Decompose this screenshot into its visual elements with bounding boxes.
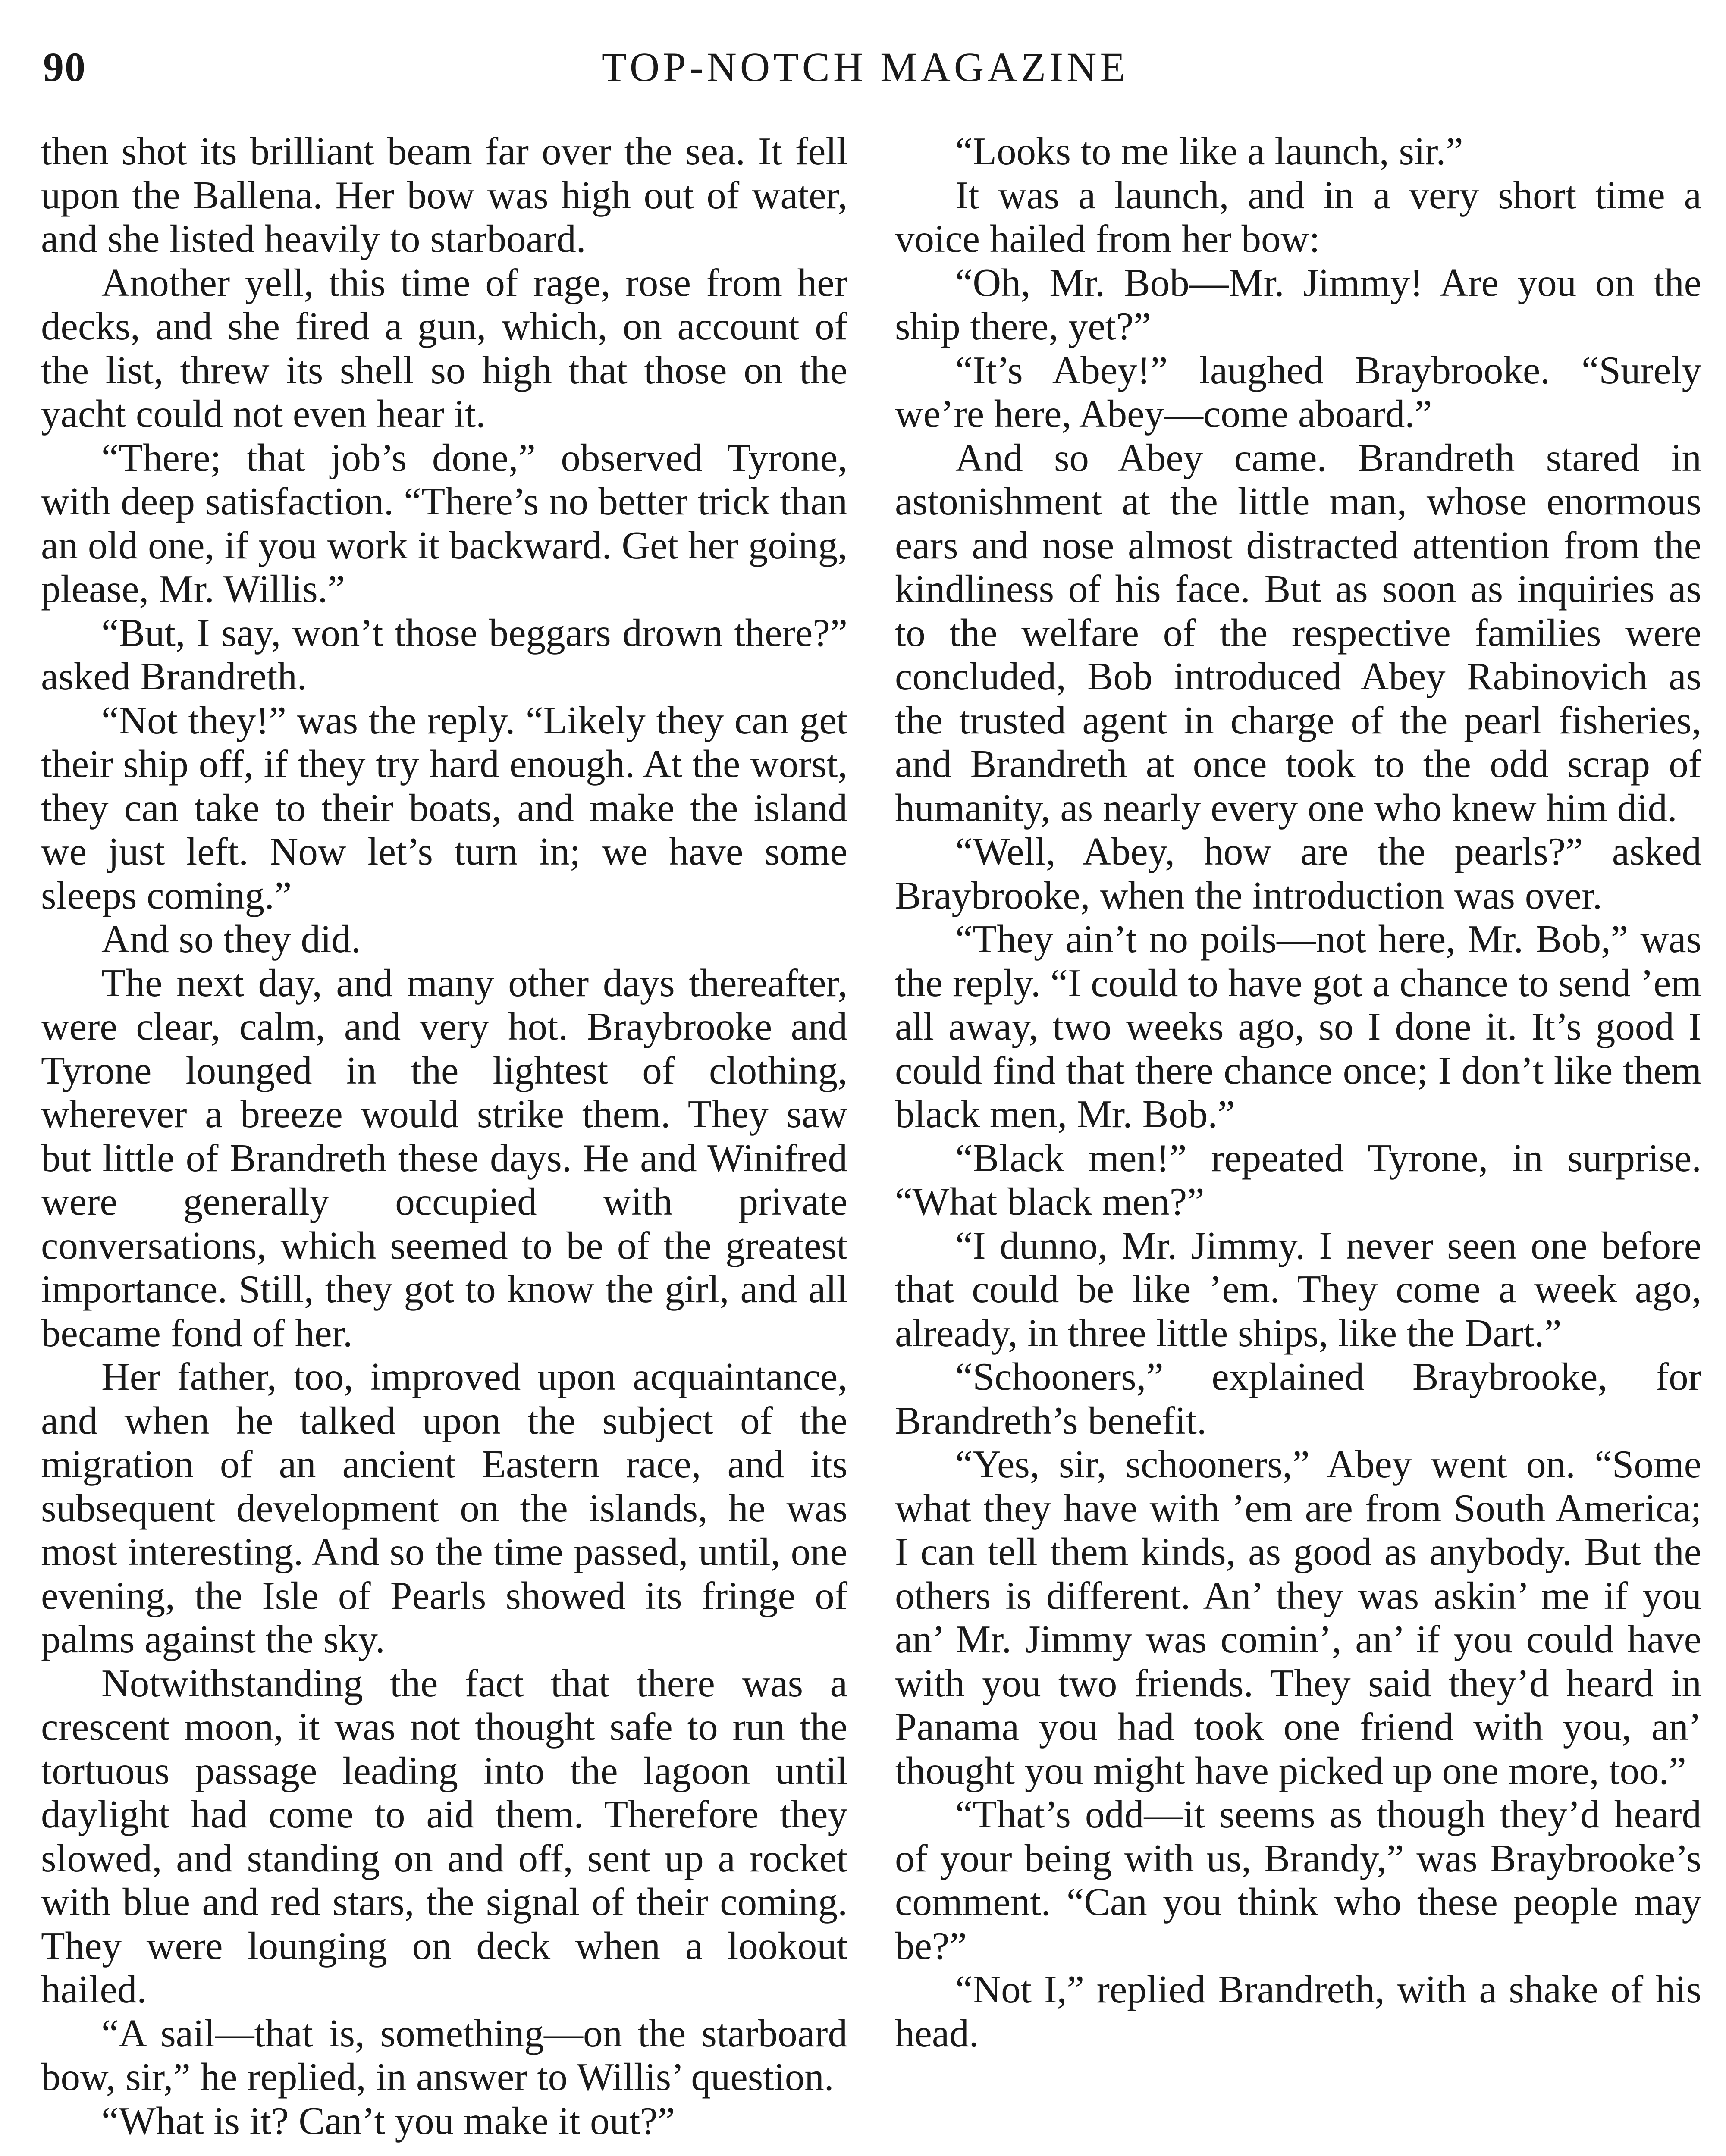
running-head: TOP-NOTCH MAGAZINE [601, 44, 1129, 90]
paragraph: And so Abey came. Brandreth stared in astonishment at the little man, whose enormous ears and nose almost distracted attention from the kindliness of his face. But as soon as inquiries as to the welfare of the respective families were concluded, Bob introduced Abey Rabinovich as the trusted agent in charge of the pearl fisheries, and Brandreth at once took to the odd scrap of humanity, as nearly every one who knew him did. [895, 436, 1701, 830]
paragraph: “There; that job’s done,” observed Tyrone, with deep satisfaction. “There’s no better trick than an old one, if you work it backward. Get her going, please, Mr. Willis.” [41, 436, 847, 611]
paragraph: “It’s Abey!” laughed Braybrooke. “Surely we’re here, Abey—come aboard.” [895, 348, 1701, 436]
paragraph: It was a launch, and in a very short time a voice hailed from her bow: [895, 173, 1701, 260]
paragraph: “What is it? Can’t you make it out?” [101, 2099, 675, 2143]
paragraph: “Black men!” repeated Tyrone, in surprise. “What black men?” [895, 1136, 1701, 1223]
paragraph: And so they did. [101, 917, 361, 961]
paragraph: “Not I,” replied Brandreth, with a shake of his head. [895, 1968, 1701, 2055]
paragraph: “Not they!” was the reply. “Likely they can get their ship off, if they try hard enough. At the worst, they can take to their boats, and make the island we just left. Now let’s turn in; we have some sleeps coming.” [41, 698, 847, 917]
paragraph: “They ain’t no poils—not here, Mr. Bob,” was the reply. “I could to have got a chance to send ’em all away, two weeks ago, so I done it. It’s good I could find that there chance once; I don’t like them black men, Mr. Bob.” [895, 917, 1701, 1136]
paragraph: “Schooners,” explained Braybrooke, for Brandreth’s benefit. [895, 1355, 1701, 1442]
page-header [43, 43, 1687, 95]
paragraph: “Looks to me like a launch, sir.” [955, 129, 1463, 173]
paragraph: Another yell, this time of rage, rose from her decks, and she fired a gun, which, on account of the list, threw its shell so high that those on the yacht could not even hear it. [41, 260, 847, 436]
paragraph: “A sail—that is, something—on the starboard bow, sir,” he replied, in answer to Willis’ question. [41, 2011, 847, 2099]
paragraph: “Well, Abey, how are the pearls?” asked Braybrooke, when the introduction was over. [895, 830, 1701, 917]
paragraph: Her father, too, improved upon acquaintance, and when he talked upon the subject of the migration of an ancient Eastern race, and its subsequent development on the islands, he was most interesting. And so the time passed, until, one evening, the Isle of Pearls showed its fringe of palms against the sky. [41, 1355, 847, 1661]
paragraph: The next day, and many other days thereafter, were clear, calm, and very hot. Braybrooke and Tyrone lounged in the lightest of clothing, wherever a breeze would strike them. They saw but little of Brandreth these days. He and Winifred were generally occupied with private conversations, which seemed to be of the greatest importance. Still, they got to know the girl, and all became fond of her. [41, 961, 847, 1355]
paragraph: Notwithstanding the fact that there was a crescent moon, it was not thought safe to run the tortuous passage leading into the lagoon until daylight had come to aid them. Therefore they slowed, and standing on and off, sent up a rocket with blue and red stars, the signal of their coming. They were lounging on deck when a lookout hailed. [41, 1661, 847, 2011]
paragraph: “That’s odd—it seems as though they’d heard of your being with us, Brandy,” was Braybrooke’s comment. “Can you think who these people may be?” [895, 1792, 1701, 1968]
paragraph: “Oh, Mr. Bob—Mr. Jimmy! Are you on the ship there, yet?” [895, 260, 1701, 348]
left-column [41, 129, 847, 2143]
paragraph: “Yes, sir, schooners,” Abey went on. “Some what they have with ’em are from South America; I can tell them kinds, as good as anybody. But the others is different. An’ they was askin’ me if you an’ Mr. Jimmy was comin’, an’ if you could have with you two friends. They said they’d heard in Panama you had took one friend with you, an’ thought you might have picked up one more, too.” [895, 1442, 1701, 1792]
paragraph: “I dunno, Mr. Jimmy. I never seen one before that could be like ’em. They come a week ago, already, in three little ships, like the Dart.” [895, 1223, 1701, 1355]
page-number: 90 [43, 44, 86, 90]
right-column [895, 129, 1701, 2055]
paragraph: “But, I say, won’t those beggars drown there?” asked Brandreth. [41, 611, 847, 698]
paragraph: then shot its brilliant beam far over the sea. It fell upon the Ballena. Her bow was high out of water, and she listed heavily to starboard. [41, 129, 847, 260]
